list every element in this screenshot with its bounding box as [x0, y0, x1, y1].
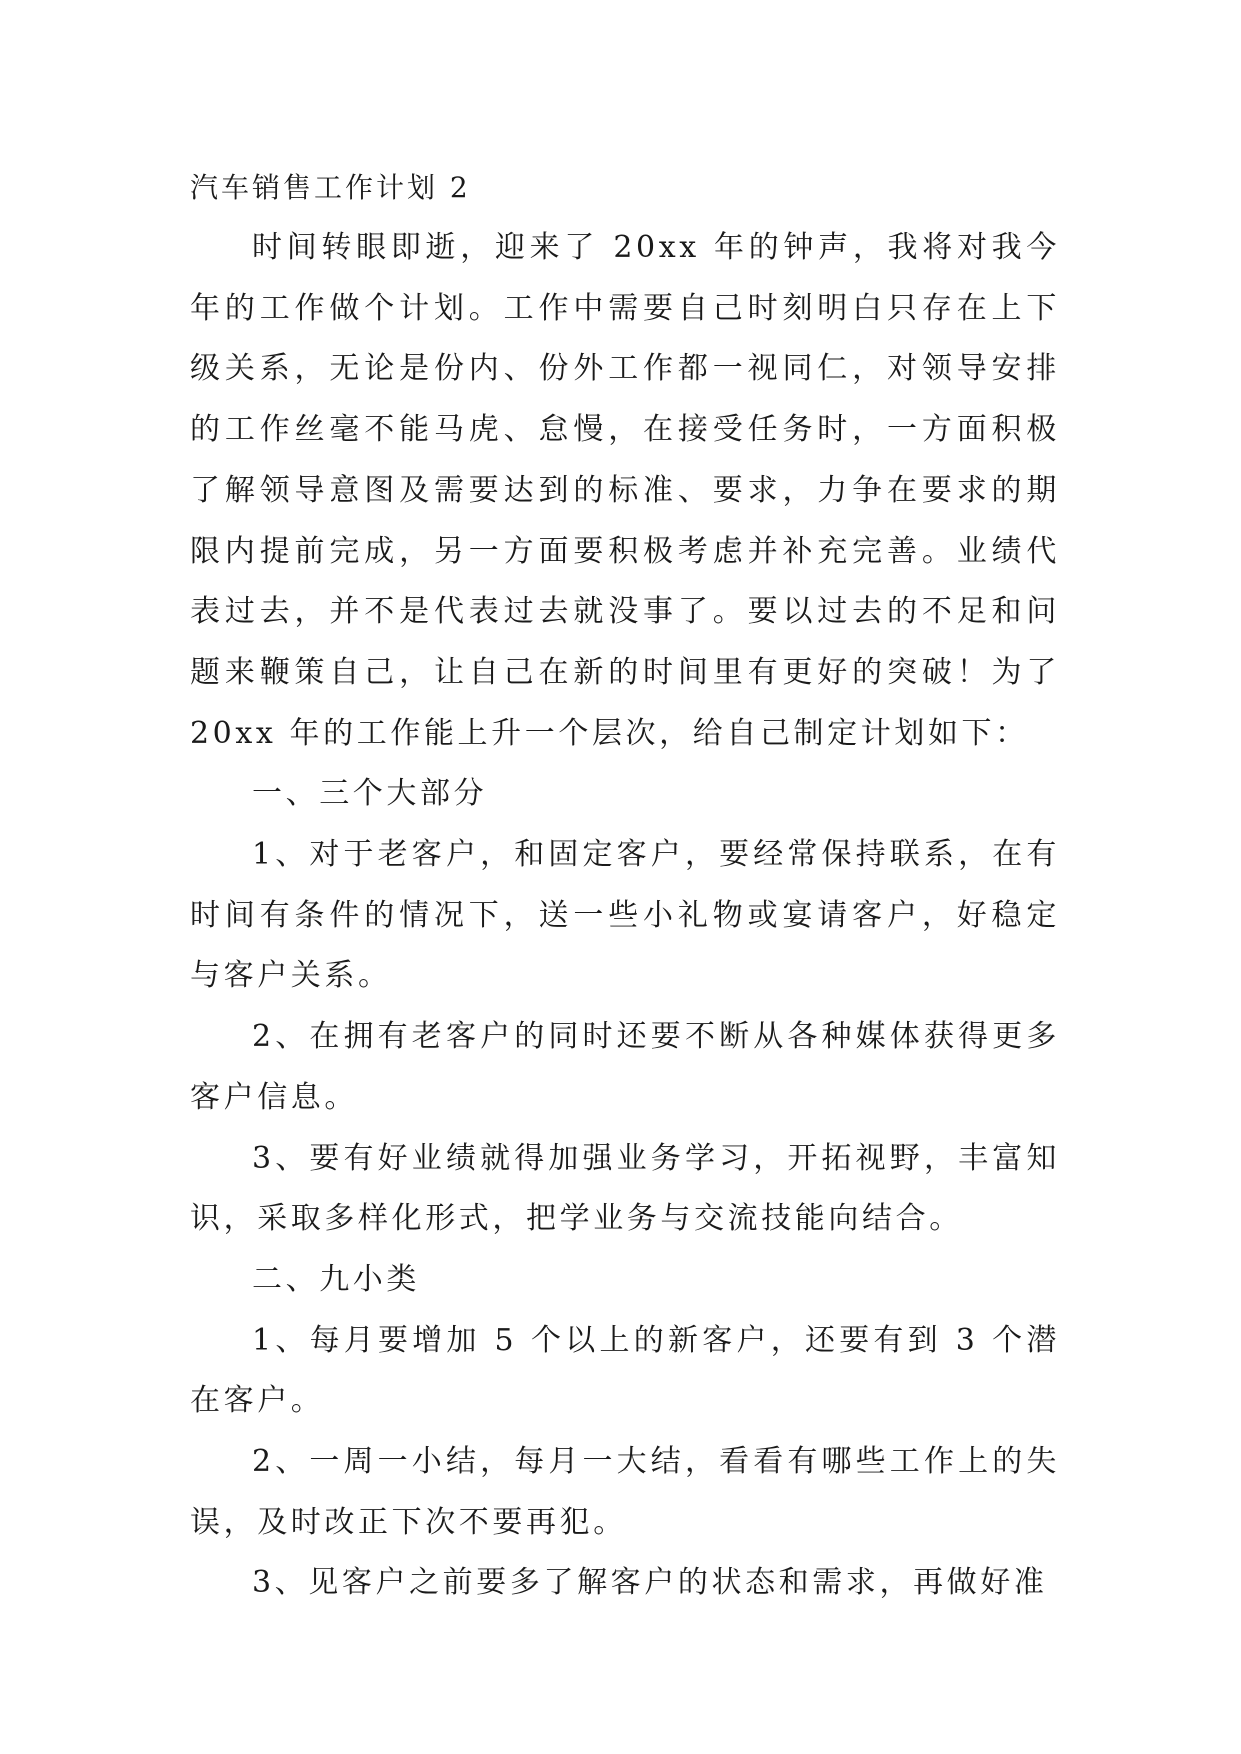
section-heading-1: 一、三个大部分 — [252, 776, 488, 812]
list-item-2-3: 3、见客户之前要多了解客户的状态和需求，再做好准 — [252, 1565, 1048, 1601]
paragraph-intro: 时间转眼即逝，迎来了 20xx 年的钟声，我将对我今年的工作做个计划。工作中需要自己时刻明白只存在上下级关系，无论是份内、份外工作都一视同仁，对领导安排的工作丝毫不能马虎、怠慢，在接受任务时，一方面积极了解领导意图及需要达到的标准、要求，力争在要求的期限内提前完成，另一方面要积极考虑并补充完善。业绩代表过去，并不是代表过去就没事了。要以过去的不足和问题来鞭策自己，让自己在新的时间里有更好的突破！为了 20xx 年的工作能上升一个层次，给自己制定计划如下： — [190, 230, 1060, 751]
list-item-1-3: 3、要有好业绩就得加强业务学习，开拓视野，丰富知识，采取多样化形式，把学业务与交流技能向结合。 — [190, 1140, 1060, 1237]
list-item-2-1: 1、每月要增加 5 个以上的新客户，还要有到 3 个潜在客户。 — [190, 1322, 1060, 1419]
list-item-1-1: 1、对于老客户，和固定客户，要经常保持联系，在有时间有条件的情况下，送一些小礼物或宴请客户，好稳定与客户关系。 — [190, 837, 1060, 994]
document-body — [190, 158, 1060, 1614]
list-item-1-2: 2、在拥有老客户的同时还要不断从各种媒体获得更多客户信息。 — [190, 1019, 1060, 1115]
list-item-2-2: 2、一周一小结，每月一大结，看看有哪些工作上的失误，及时改正下次不要再犯。 — [190, 1444, 1060, 1540]
section-heading-2: 二、九小类 — [252, 1261, 420, 1297]
document-title: 汽车销售工作计划 2 — [190, 171, 471, 204]
